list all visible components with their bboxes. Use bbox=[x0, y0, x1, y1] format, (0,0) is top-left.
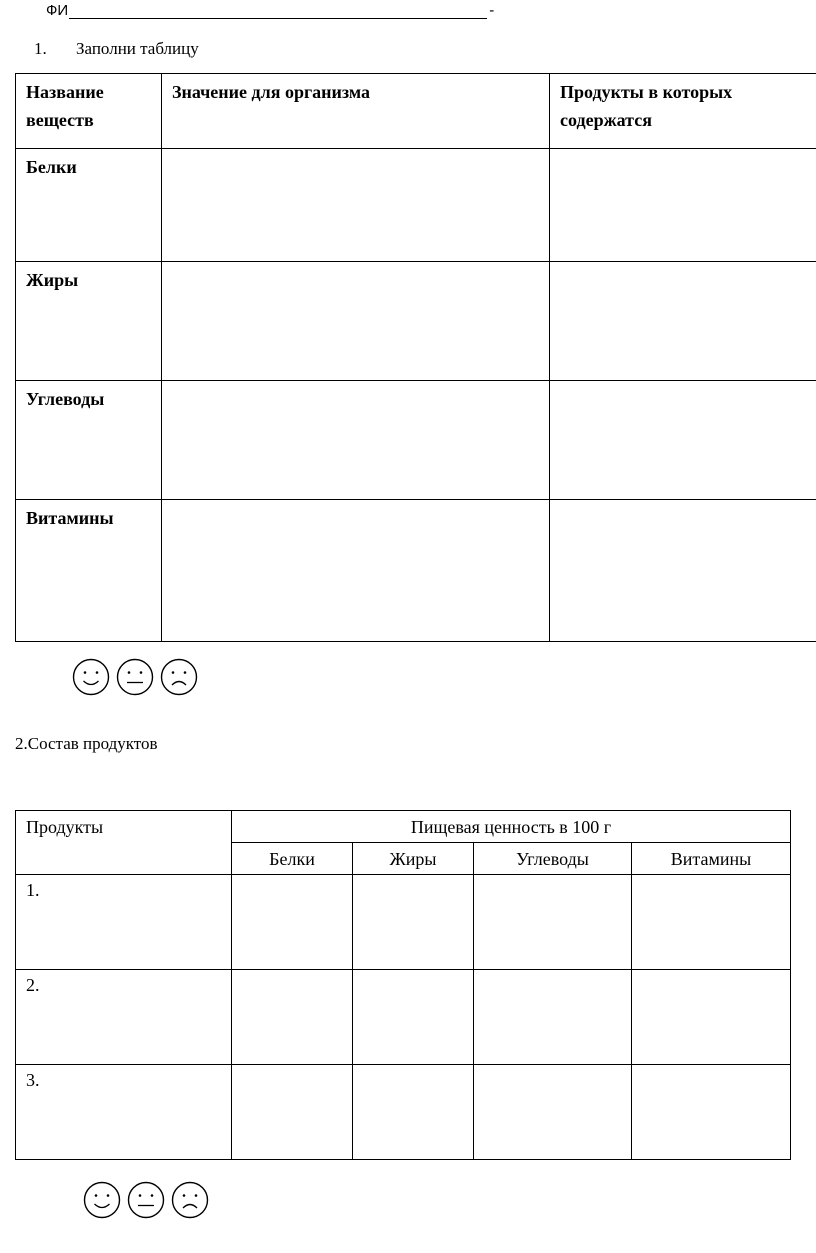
substances-table bbox=[15, 73, 816, 642]
row-label-proteins: Белки bbox=[16, 149, 162, 262]
table-row bbox=[16, 381, 816, 500]
answer-cell[interactable] bbox=[474, 970, 632, 1065]
sad-face-icon[interactable] bbox=[171, 1181, 209, 1219]
answer-cell[interactable] bbox=[550, 500, 816, 642]
task1-number: 1. bbox=[34, 39, 47, 58]
answer-cell[interactable] bbox=[550, 381, 816, 500]
answer-cell[interactable] bbox=[474, 875, 632, 970]
row-number: 1. bbox=[16, 875, 232, 970]
row-label-vitamins: Витамины bbox=[16, 500, 162, 642]
table-header-row bbox=[16, 811, 791, 843]
answer-cell[interactable] bbox=[162, 149, 550, 262]
sad-face-icon[interactable] bbox=[160, 658, 198, 696]
task1-title: Заполни таблицу bbox=[76, 39, 199, 58]
column-header-fats: Жиры bbox=[353, 843, 474, 875]
answer-cell[interactable] bbox=[232, 970, 353, 1065]
answer-cell[interactable] bbox=[474, 1065, 632, 1160]
task2-heading: 2.Состав продуктов bbox=[15, 734, 158, 753]
name-blank-line[interactable] bbox=[69, 3, 487, 19]
answer-cell[interactable] bbox=[632, 1065, 791, 1160]
table-header-row bbox=[16, 74, 816, 149]
column-header-carbohydrates: Углеводы bbox=[474, 843, 632, 875]
name-field bbox=[46, 2, 494, 19]
feedback-smileys-1 bbox=[72, 658, 198, 696]
table-row bbox=[16, 1065, 791, 1160]
answer-cell[interactable] bbox=[232, 875, 353, 970]
feedback-smileys-2 bbox=[83, 1181, 209, 1219]
neutral-face-icon[interactable] bbox=[127, 1181, 165, 1219]
column-header-nutritional-value: Пищевая ценность в 100 г bbox=[232, 811, 791, 843]
table-row bbox=[16, 970, 791, 1065]
table-row bbox=[16, 262, 816, 381]
answer-cell[interactable] bbox=[162, 262, 550, 381]
column-header-products: Продукты в которых содержатся bbox=[550, 74, 816, 149]
answer-cell[interactable] bbox=[353, 875, 474, 970]
column-header-vitamins: Витамины bbox=[632, 843, 791, 875]
answer-cell[interactable] bbox=[353, 1065, 474, 1160]
task1-heading bbox=[34, 39, 199, 59]
name-label: ФИ bbox=[46, 2, 69, 19]
smiling-face-icon[interactable] bbox=[72, 658, 110, 696]
answer-cell[interactable] bbox=[162, 381, 550, 500]
food-composition-table bbox=[15, 810, 791, 1160]
answer-cell[interactable] bbox=[550, 149, 816, 262]
answer-cell[interactable] bbox=[232, 1065, 353, 1160]
answer-cell[interactable] bbox=[162, 500, 550, 642]
answer-cell[interactable] bbox=[550, 262, 816, 381]
answer-cell[interactable] bbox=[632, 970, 791, 1065]
column-header-proteins: Белки bbox=[232, 843, 353, 875]
column-header-substance: Название веществ bbox=[16, 74, 162, 149]
smiling-face-icon[interactable] bbox=[83, 1181, 121, 1219]
column-header-products: Продукты bbox=[16, 811, 232, 875]
column-header-significance: Значение для организма bbox=[162, 74, 550, 149]
answer-cell[interactable] bbox=[353, 970, 474, 1065]
table-row bbox=[16, 149, 816, 262]
row-number: 3. bbox=[16, 1065, 232, 1160]
name-dash: - bbox=[489, 2, 495, 19]
row-number: 2. bbox=[16, 970, 232, 1065]
answer-cell[interactable] bbox=[632, 875, 791, 970]
table-row bbox=[16, 875, 791, 970]
row-label-fats: Жиры bbox=[16, 262, 162, 381]
neutral-face-icon[interactable] bbox=[116, 658, 154, 696]
row-label-carbohydrates: Углеводы bbox=[16, 381, 162, 500]
table-row bbox=[16, 500, 816, 642]
